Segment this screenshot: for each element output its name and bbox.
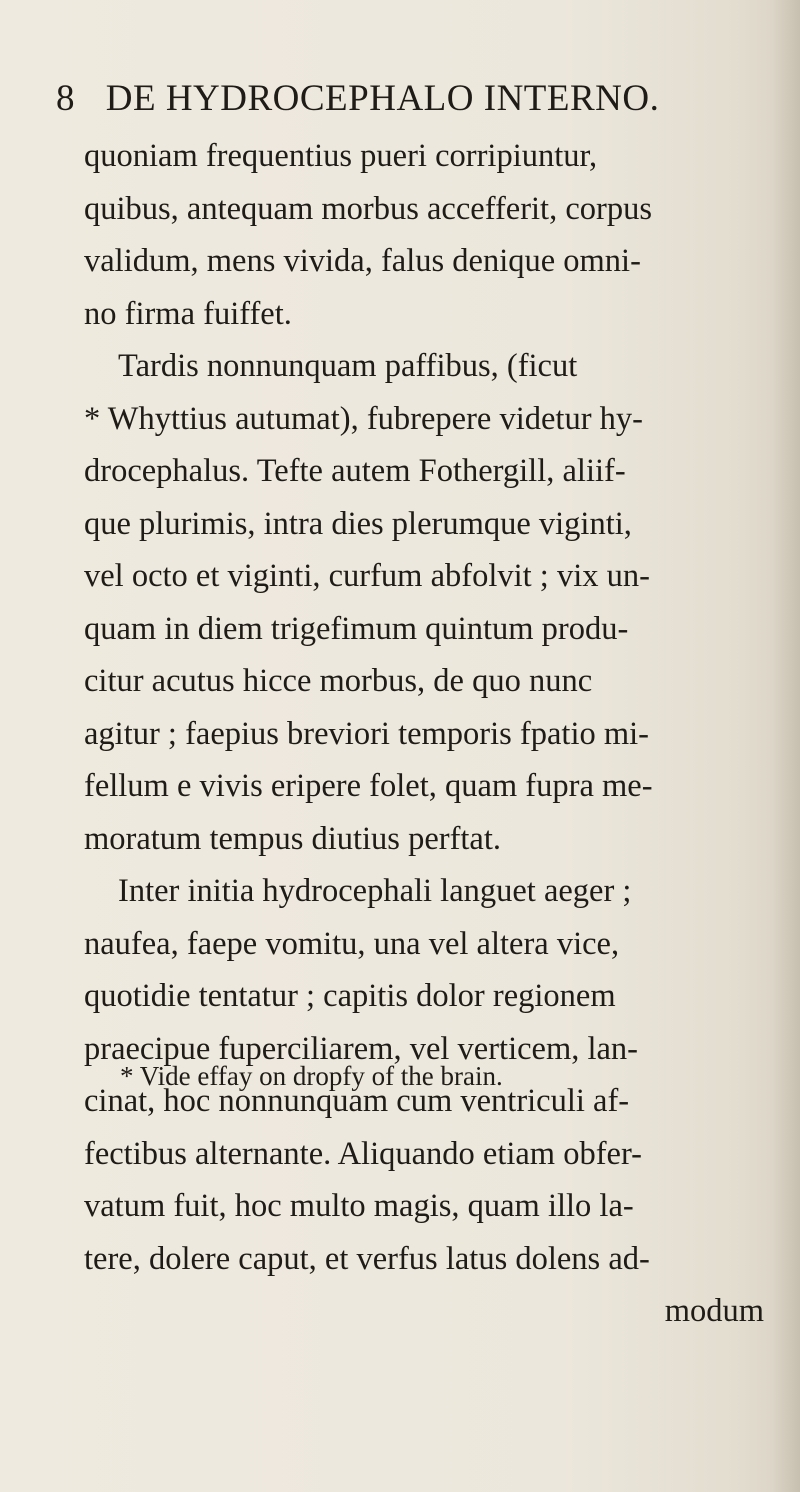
footnote: * Vide effay on dropfy of the brain. xyxy=(120,1061,503,1091)
text-line: citur acutus hicce morbus, de quo nunc xyxy=(84,663,593,699)
text-line: naufea, faepe vomitu, una vel altera vice, xyxy=(84,925,620,962)
text-line: praecipue fuperciliarem, vel verticem, lan- xyxy=(84,1030,639,1067)
text-line: moratum tempus diutius perftat. xyxy=(84,820,502,857)
text-line: vel octo et viginti, curfum abfolvit ; vix un- xyxy=(84,558,650,594)
body-text xyxy=(84,130,774,1338)
text-line: drocephalus. Tefte autem Fothergill, aliif- xyxy=(84,453,626,489)
text-line: cinat, hoc nonnunquam cum ventriculi af- xyxy=(84,1083,630,1119)
text-line: no firma fuiffet. xyxy=(84,295,292,332)
text-line: tere, dolere caput, et verfus latus dolens ad- xyxy=(84,1240,650,1277)
text-line: fellum e vivis eripere folet, quam fupra me- xyxy=(84,768,653,804)
text-line: Tardis nonnunquam paffibus, (ficut xyxy=(118,348,578,384)
text-line: Inter initia hydrocephali languet aeger ; xyxy=(118,873,632,909)
text-line: * Whyttius autumat), fubrepere videtur hy- xyxy=(84,400,643,437)
page-edge-shadow xyxy=(772,0,800,1492)
text-line: que plurimis, intra dies plerumque viginti, xyxy=(84,505,632,542)
page-number: 8 xyxy=(56,78,75,119)
text-line: quam in diem trigefimum quintum produ- xyxy=(84,610,629,647)
text-line: fectibus alternante. Aliquando etiam obfer- xyxy=(84,1135,642,1172)
text-line: quibus, antequam morbus accefferit, corpus xyxy=(84,190,652,227)
text-line: validum, mens vivida, falus denique omni- xyxy=(84,243,641,279)
running-header xyxy=(56,76,736,122)
text-line: quotidie tentatur ; capitis dolor regionem xyxy=(84,978,616,1014)
catchword: modum xyxy=(664,1293,764,1329)
running-title: DE HYDROCEPHALO INTERNO. xyxy=(105,78,660,119)
text-line: agitur ; faepius breviori temporis fpatio mi- xyxy=(84,715,649,752)
text-line: vatum fuit, hoc multo magis, quam illo la- xyxy=(84,1188,634,1224)
text-line: quoniam frequentius pueri corripiuntur, xyxy=(84,138,598,174)
